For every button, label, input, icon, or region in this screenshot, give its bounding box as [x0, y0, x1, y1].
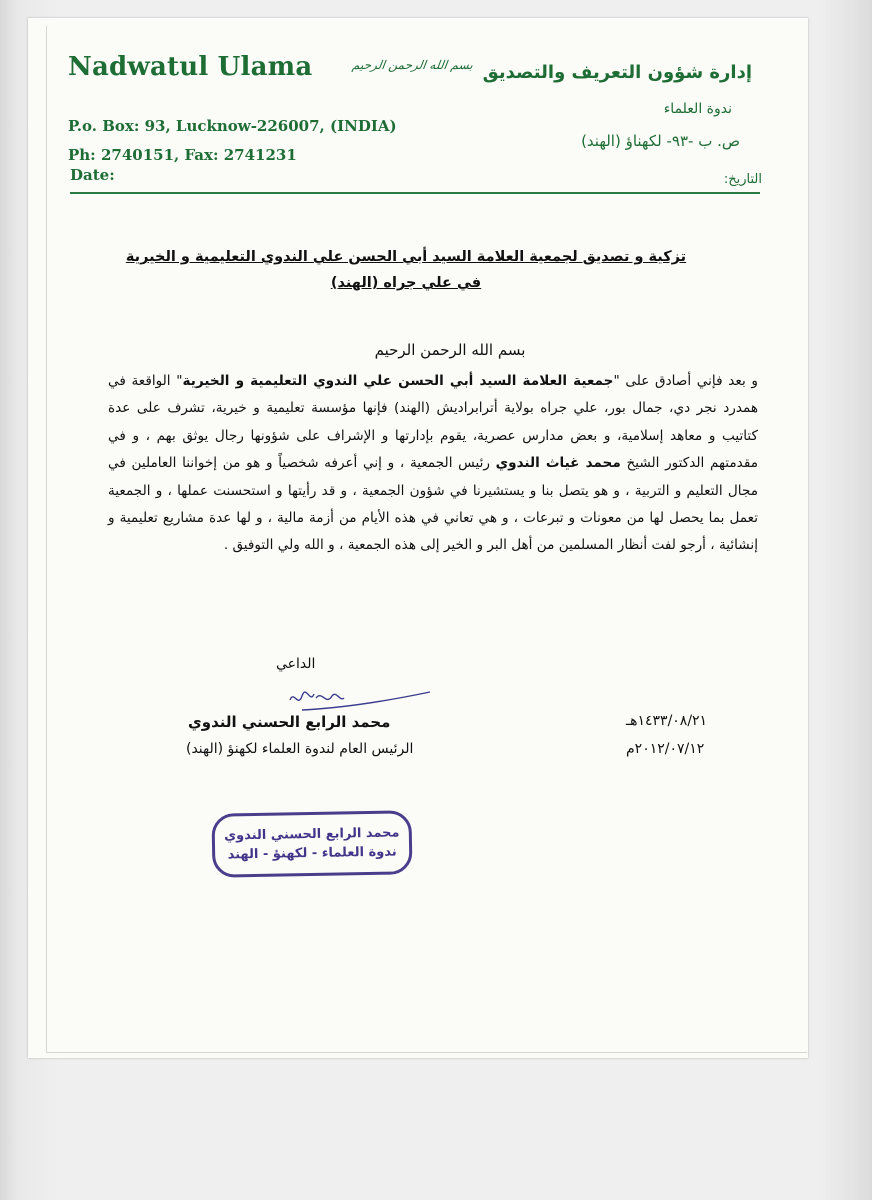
title-line-2: في علي جراه (الهند)	[330, 275, 482, 291]
document-title	[106, 244, 706, 296]
letter-body	[108, 368, 758, 560]
body-rest: رئيس الجمعية ، و إني أعرفه شخصياً و هو من إخواننا العاملين في مجال التعليم و التربية ، و هو يتصل بنا و يستشيرنا في شؤون الجمعية ، و قد رأيتها و استحسنت عملها ، و الجمعية تعمل بما يحصل لها من معونات و تبرعات ، و هي تعاني في هذه الأيام من أزمة مالية ، و لها عدة مشاريع تعليمية و إنشائية ، أرجو لفت أنظار المسلمين من أهل البر و الخير إلى هذه الجمعية ، و الله ولي التوفيق .	[108, 455, 758, 554]
date-label-ar: التاريخ:	[723, 172, 762, 187]
date-label-en: Date:	[70, 166, 115, 184]
date-gregorian: ٢٠١٢/٠٧/١٢م	[626, 741, 705, 757]
head-name: محمد غياث الندوي	[495, 455, 621, 472]
department-ar: إدارة شؤون التعريف والتصديق	[482, 62, 752, 83]
address-ar: ص. ب -٩٣- لكهناؤ (الهند)	[581, 132, 740, 150]
stamp-line-2: ندوة العلماء - لكهنؤ - الهند	[227, 844, 397, 863]
body-middle: " الواقعة في همدرد نجر دي، جمال بور، علي جراه بولاية أترابراديش (الهند) فإنها مؤسسة تعليمية و خيرية، تشرف على عدة كتاتيب و معاهد إسلامية، و بعض مدارس عصرية، يقوم بإدارتها و الإشراف على شؤونها رجال يوثق بهم ، و في مقدمتهم الدكتور الشيخ	[108, 373, 758, 472]
address-en: P.o. Box: 93, Lucknow-226007, (INDIA)	[68, 117, 397, 135]
signer-title: الرئيس العام لندوة العلماء لكهنؤ (الهند)	[186, 741, 414, 757]
letterhead-divider	[70, 192, 760, 194]
signature-scribble	[282, 686, 432, 716]
official-stamp	[211, 810, 412, 877]
body-paragraph	[108, 368, 758, 560]
stamp-line-1: محمد الرابع الحسني الندوي	[224, 825, 400, 844]
bismillah-calligraphy: بسم الله الرحمن الرحيم	[351, 58, 474, 72]
basmala: بسم الله الرحمن الرحيم	[374, 341, 526, 359]
body-intro: و بعد فإني أصادق على "	[613, 373, 758, 389]
signer-name: محمد الرابع الحسني الندوي	[188, 713, 391, 731]
letterhead-ar	[483, 62, 752, 83]
phone-fax-en: Ph: 2740151, Fax: 2741231	[68, 146, 297, 164]
org-name-en: Nadwatul Ulama	[68, 52, 313, 82]
date-hijri: ١٤٣٣/٠٨/٢١هـ	[626, 713, 708, 729]
closing-label: الداعي	[276, 656, 316, 672]
title-line-1: تزكية و تصديق لجمعية العلامة السيد أبي الحسن علي الندوي التعليمية و الخيرية	[125, 249, 687, 265]
org-name-ar: ندوة العلماء	[663, 101, 732, 117]
association-name: جمعية العلامة السيد أبي الحسن علي الندوي التعليمية و الخيرية	[182, 373, 614, 389]
